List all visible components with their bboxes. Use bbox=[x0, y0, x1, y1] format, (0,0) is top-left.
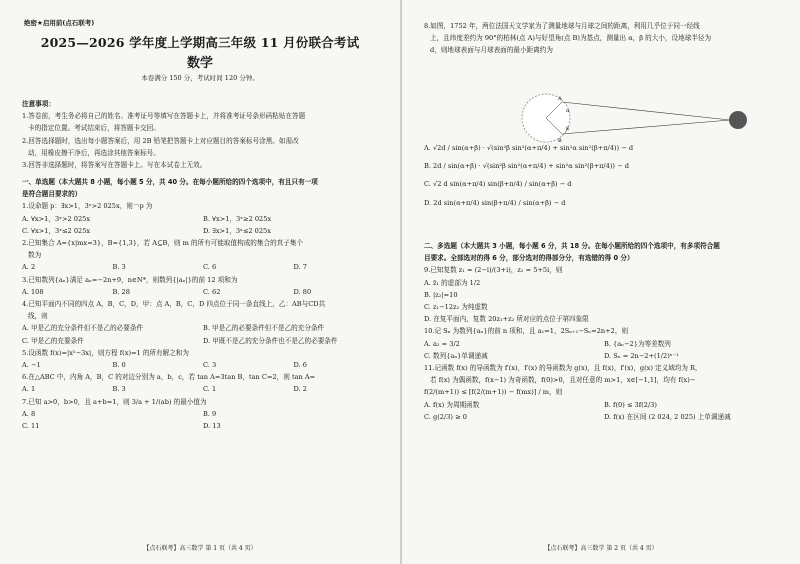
q9-option-c[interactable]: C. z₁−12z₂ 为纯虚数 bbox=[424, 303, 488, 312]
q1-stem: 1.设命题 p：∃x>1，3ˣ>2 025x，则￢p 为 bbox=[22, 202, 153, 211]
point-b-label: B bbox=[558, 138, 562, 144]
exam-title: 2025—2026 学年度上学期高三年级 11 月份联合考试 bbox=[40, 35, 360, 50]
q11-option-d[interactable]: D. f(x) 在区间 (2 024, 2 025) 上单调递减 bbox=[604, 412, 731, 421]
q1-option-b[interactable]: B. ∀x>1，3ˣ≥2 025x bbox=[203, 214, 272, 223]
q7-option-b[interactable]: B. 9 bbox=[203, 409, 217, 418]
q4-option-b[interactable]: B. 甲是乙的必要条件但不是乙的充分条件 bbox=[203, 324, 325, 333]
notice-line: 3.回答非选择题时，将答案写在答题卡上。写在本试卷上无效。 bbox=[22, 161, 207, 170]
q11-options bbox=[424, 399, 784, 411]
q2-option-c[interactable]: C. 6 bbox=[203, 263, 217, 272]
q2-options bbox=[22, 261, 384, 273]
section1-heading: 一、单选题（本大题共 8 小题，每小题 5 分，共 40 分。在每小题所给的四个选项中，有且只有一项 bbox=[22, 178, 318, 186]
q2-stem: 2.已知集合 A={x|mx=3}，B={1,3}，若 A⊆B，则 m 的所有可能取值构成的集合的真子集个 bbox=[22, 239, 304, 248]
q8-option-d[interactable]: D. 2d sin(α+π/4) sin(β+π/4) / sin(α+β) − d bbox=[424, 198, 566, 207]
q1-option-c[interactable]: C. ∀x>1，3ˣ≤2 025x bbox=[22, 226, 91, 235]
q9-option-a[interactable]: A. z̄₁ 的虚部为 1/2 bbox=[424, 278, 481, 287]
notice-title: 注意事项： bbox=[22, 100, 55, 108]
q10-option-b[interactable]: B. {aₙ−2}为等差数列 bbox=[604, 339, 671, 348]
q8-block bbox=[424, 20, 784, 57]
page-footer: 【点石联考】高三数学 第 2 页（共 4 页） bbox=[544, 545, 658, 552]
q1-options bbox=[22, 213, 384, 225]
q6-option-a[interactable]: A. 1 bbox=[22, 385, 36, 394]
q11-stem-cont: f(2/(m+1)) ≤ [f(2/(m+1)) − f(mx)] / m，则 bbox=[424, 388, 563, 397]
q11-stem-cont: 若 f(x) 为偶函数，f(x−1) 为奇函数，f(0)>0，且对任意的 m>1，x∈[−1,1]，均有 f(x)− bbox=[430, 376, 696, 385]
q3-option-c[interactable]: C. 62 bbox=[203, 287, 221, 296]
q8-option-c[interactable]: C. √2 d sin(α+π/4) sin(β+π/4) / sin(α+β) − d bbox=[424, 180, 572, 189]
q8-stem: 8.如图，1752 年，两位法国天文学家为了测量地球与月球之间的距离，利用几乎位于同一经线 bbox=[424, 22, 700, 30]
q3-option-a[interactable]: A. 108 bbox=[22, 287, 44, 296]
beta-label: β bbox=[566, 126, 569, 132]
moon-icon bbox=[729, 111, 747, 129]
q5-option-d[interactable]: D. 6 bbox=[293, 361, 307, 370]
q10-options-2 bbox=[424, 350, 784, 362]
q4-option-d[interactable]: D. 甲既不是乙的充分条件也不是乙的必要条件 bbox=[203, 336, 338, 345]
q4-options bbox=[22, 322, 384, 334]
q6-options bbox=[22, 383, 384, 395]
q8-stem-cont: d，则地球表面与月球表面的最小距离约为 bbox=[430, 46, 553, 55]
q8-options bbox=[424, 142, 784, 209]
q3-option-b[interactable]: B. 28 bbox=[112, 287, 130, 296]
q11-option-a[interactable]: A. f(x) 为周期函数 bbox=[424, 400, 480, 409]
q1-option-a[interactable]: A. ∀x>1，3ˣ>2 025x bbox=[22, 214, 91, 223]
q4-option-c[interactable]: C. 甲是乙的充要条件 bbox=[22, 336, 84, 345]
section2-heading: 二、多选题（本大题共 3 小题，每小题 6 分，共 18 分。在每小题所给的四个选项中，有多项符合题 bbox=[424, 242, 720, 250]
q10-stem: 10.记 Sₙ 为数列{aₙ}的前 n 项和，且 a₁=1，2Sₙ₊₁−Sₙ=2n+2，则 bbox=[424, 327, 629, 336]
q11-options-2 bbox=[424, 411, 784, 423]
q4-stem-cont: 线，则 bbox=[28, 312, 48, 321]
q10-option-a[interactable]: A. a₂ = 3/2 bbox=[424, 339, 460, 348]
q7-option-a[interactable]: A. 8 bbox=[22, 409, 36, 418]
sight-line-b bbox=[562, 120, 730, 134]
q5-option-a[interactable]: A. −1 bbox=[22, 361, 41, 370]
q9-option-b[interactable]: B. |z₂|=10 bbox=[424, 290, 458, 299]
notice-line: 卡的指定位置。考试结束后，将答题卡交回。 bbox=[28, 124, 160, 133]
section1 bbox=[22, 176, 384, 432]
q10-option-d[interactable]: D. Sₙ = 2n−2+(1/2)ⁿ⁻¹ bbox=[604, 351, 679, 360]
q6-option-b[interactable]: B. 3 bbox=[112, 385, 126, 394]
exam-page-2 bbox=[402, 0, 800, 564]
q9-stem: 9.已知复数 z₁ = (2−i)/(3+i)，z₂ = 5+5i，则 bbox=[424, 266, 563, 275]
q2-option-d[interactable]: D. 7 bbox=[293, 263, 307, 272]
notice-line: 1.答卷前，考生务必将自己的姓名、准考证号等填写在答题卡上，并将准考证号条形码粘贴在答题 bbox=[22, 112, 306, 121]
earth-moon-diagram-svg bbox=[462, 90, 752, 150]
notice-line: 2.回答选择题时，选出每小题答案后，用 2B 铅笔把答题卡上对应题目的答案标号涂黑。如需改 bbox=[22, 136, 299, 145]
q5-option-c[interactable]: C. 3 bbox=[203, 361, 217, 370]
q7-stem: 7.已知 a>0，b>0，且 a+b=1，则 3/a + 1/(ab) 的最小值为 bbox=[22, 397, 207, 406]
q8-option-b[interactable]: B. 2d / sin(α+β) · √(sin²β sin²(α+π/4) + sin²α sin²(β+π/4)) − d bbox=[424, 162, 629, 171]
q7-option-d[interactable]: D. 13 bbox=[203, 422, 221, 431]
q3-options bbox=[22, 286, 384, 298]
q2-option-a[interactable]: A. 2 bbox=[22, 263, 36, 272]
q4-option-a[interactable]: A. 甲是乙的充分条件但不是乙的必要条件 bbox=[22, 324, 144, 333]
q3-stem: 3.已知数列{aₙ}满足 aₙ=−2n+9，n∈N*，则数列{|aₙ|}的前 12 项和为 bbox=[22, 275, 238, 284]
q7-option-c[interactable]: C. 11 bbox=[22, 422, 40, 431]
notice-block bbox=[22, 98, 384, 171]
notice-line: 动，用橡皮擦干净后，再选涂其他答案标号。 bbox=[28, 148, 160, 157]
q7-options bbox=[22, 408, 384, 420]
q1-options-2 bbox=[22, 225, 384, 237]
q11-stem: 11.记函数 f(x) 的导函数为 f′(x)，f′(x) 的导函数为 g(x)，且 f(x)，f′(x)，g(x) 定义域均为 R， bbox=[424, 364, 702, 373]
page-footer: 【点石联考】高三数学 第 1 页（共 4 页） bbox=[143, 545, 257, 552]
secret-label: 绝密★启用前(点石联考) bbox=[24, 19, 95, 27]
alpha-label: α bbox=[566, 108, 570, 114]
q11-option-b[interactable]: B. f(0) ≤ 3f(2/3) bbox=[604, 400, 657, 409]
section1-heading-cont: 是符合题目要求的） bbox=[22, 190, 82, 199]
q10-options bbox=[424, 338, 784, 350]
exam-subject: 数学 bbox=[186, 56, 213, 71]
q6-option-c[interactable]: C. 1 bbox=[203, 385, 217, 394]
q6-option-d[interactable]: D. 2 bbox=[293, 385, 307, 394]
section2 bbox=[424, 240, 784, 423]
q10-option-c[interactable]: C. 数列{aₙ}单调递减 bbox=[424, 351, 488, 360]
q5-option-b[interactable]: B. 0 bbox=[112, 361, 126, 370]
sight-line-a bbox=[562, 102, 730, 120]
q4-stem: 4.已知平面内不同的四点 A，B，C，D，甲：点 A，B，C，D 四点位于同一条直线上，乙：AB与CD共 bbox=[22, 300, 326, 309]
q11-option-c[interactable]: C. g(2/3) ≥ 0 bbox=[424, 412, 467, 421]
q8-option-a[interactable]: A. √2d / sin(α+β) · √(sin²β sin²(α+π/4) + sin²α sin²(β+π/4)) − d bbox=[424, 144, 634, 152]
q8-stem-cont: 上，且纬度差约为 90°的柏林(点 A)与好望角(点 B)为基点，测量出 α，β 的大小，设地球半径为 bbox=[430, 34, 712, 43]
q9-option-d[interactable]: D. 在复平面内，复数 20z₁+z₂ 所对应的点位于第四象限 bbox=[424, 315, 589, 324]
exam-meta: 本卷满分 150 分，考试时间 120 分钟。 bbox=[141, 74, 259, 82]
q3-option-d[interactable]: D. 80 bbox=[293, 287, 312, 296]
q6-stem: 6.在△ABC 中，内角 A，B，C 的对边分别为 a，b，c，若 tan A=3tan B，tan C=2，则 tan A= bbox=[22, 373, 316, 382]
q2-stem-cont: 数为 bbox=[28, 251, 42, 260]
section2-heading-cont: 目要求。全部选对的得 6 分，部分选对的得部分分，有选错的得 0 分） bbox=[424, 254, 634, 263]
point-a-label: A bbox=[558, 96, 562, 102]
q1-option-d[interactable]: D. ∃x>1，3ˣ≤2 025x bbox=[203, 226, 271, 235]
q5-options bbox=[22, 359, 384, 371]
q5-stem: 5.设函数 f(x)=|x²−3x|，则方程 f(x)=1 的所有解之和为 bbox=[22, 348, 189, 357]
q4-options-2 bbox=[22, 335, 384, 347]
q2-option-b[interactable]: B. 3 bbox=[112, 263, 126, 272]
q7-options-2 bbox=[22, 420, 384, 432]
